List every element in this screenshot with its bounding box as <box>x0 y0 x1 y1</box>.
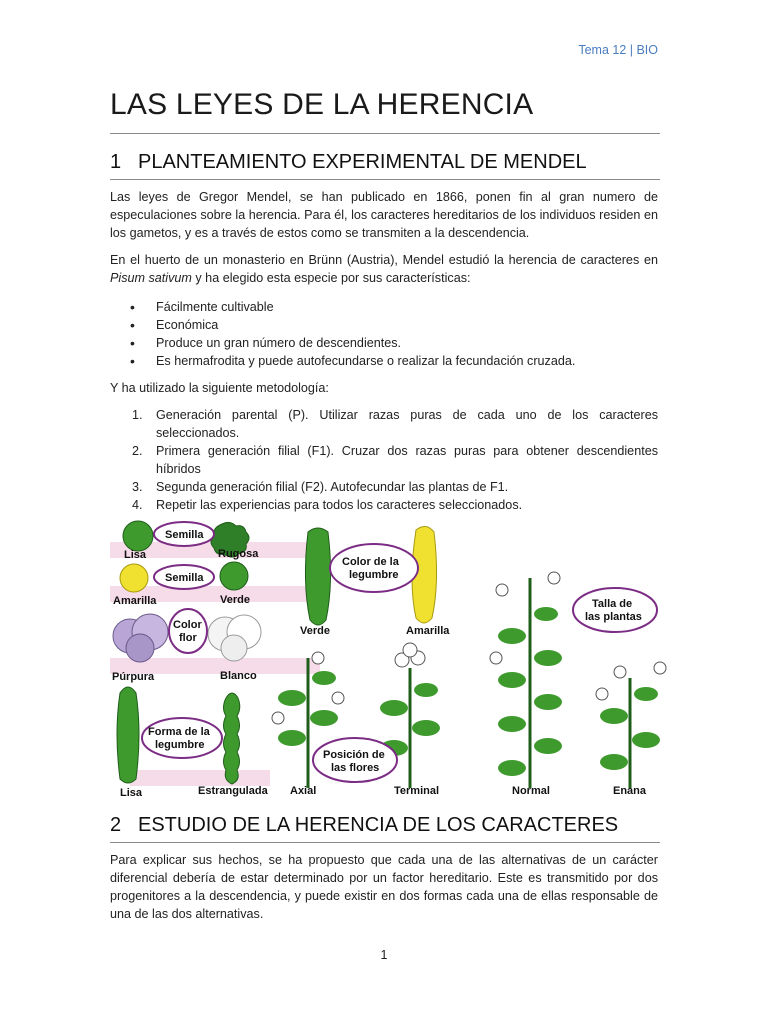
list-item: • Produce un gran número de descendientes. <box>110 334 658 352</box>
round-seed-icon <box>123 521 153 551</box>
label-verde-legumbre: Verde <box>300 625 330 637</box>
list-item: 2. Primera generación filial (F1). Cruzar dos razas puras para obtener descendientes híbridos <box>132 444 658 476</box>
bubble-text: las plantas <box>585 611 642 623</box>
methodology-list <box>110 406 658 514</box>
paragraph-2-start: En el huerto de un monasterio en Brünn (Austria), Mendel estudió la herencia de caracteres en <box>110 253 658 267</box>
running-header: Tema 12 | BIO <box>578 43 658 57</box>
label-axial: Axial <box>290 785 317 797</box>
list-item: • Fácilmente cultivable <box>110 298 658 316</box>
bubble-text: legumbre <box>155 739 205 751</box>
bubble-talla-plantas <box>573 588 657 632</box>
green-seed-icon <box>220 562 248 590</box>
label-purpura: Púrpura <box>112 671 155 683</box>
label-amarilla-legumbre: Amarilla <box>406 625 450 637</box>
section-2-heading <box>110 814 618 837</box>
section-1-title: PLANTEAMIENTO EXPERIMENTAL DE MENDEL <box>138 151 587 173</box>
mendel-characters-figure <box>110 518 685 800</box>
methodology-intro: Y ha utilizado la siguiente metodología: <box>110 381 329 395</box>
smooth-pod-icon <box>117 687 139 783</box>
bubble-text: Forma de la <box>148 726 210 738</box>
bubble-text: Posición de <box>323 749 385 761</box>
label-estrangulada: Estrangulada <box>198 785 268 797</box>
label-normal: Normal <box>512 785 550 797</box>
bubble-text: Talla de <box>592 598 633 610</box>
bubble-text: Color de la <box>342 556 399 568</box>
constricted-pod-icon <box>224 693 240 784</box>
bubble-text: Semilla <box>165 572 204 584</box>
list-item: 1. Generación parental (P). Utilizar razas puras de cada uno de los caracteres seleccionados. <box>132 408 658 440</box>
bubble-text: Semilla <box>165 529 204 541</box>
section-1-divider <box>110 179 660 180</box>
bubble-text: legumbre <box>349 569 399 581</box>
section-1-paragraph-1: Las leyes de Gregor Mendel, se han publicado en 1866, ponen fin al gran numero de especulaciones sobre la herencia. Para él, los caracteres hereditarios de los individuos residen en los gametos, y es a través de estos como se transmiten a la descendencia. <box>110 190 658 240</box>
list-item: 3. Segunda generación filial (F2). Autofecundar las plantas de F1. <box>132 480 509 494</box>
label-enana: Enana <box>613 785 647 797</box>
label-verde: Verde <box>220 594 250 606</box>
purple-flower-icon <box>113 614 168 662</box>
label-amarilla: Amarilla <box>113 595 157 607</box>
label-blanco: Blanco <box>220 670 257 682</box>
section-1-heading <box>110 151 587 174</box>
label-rugosa: Rugosa <box>218 548 259 560</box>
title-divider <box>110 133 660 134</box>
label-terminal: Terminal <box>394 785 440 797</box>
characteristics-list <box>110 298 658 370</box>
bubble-text: flor <box>179 632 197 644</box>
list-item: • Es hermafrodita y puede autofecundarse o realizar la fecundación cruzada. <box>110 352 658 370</box>
section-2-title: ESTUDIO DE LA HERENCIA DE LOS CARACTERES <box>138 814 619 836</box>
bubble-forma-legumbre <box>142 718 222 758</box>
yellow-seed-icon <box>120 564 148 592</box>
section-1-paragraph-2 <box>110 251 658 287</box>
dwarf-plant-icon <box>596 662 666 788</box>
list-item: 4. Repetir las experiencias para todos los caracteres seleccionados. <box>132 498 523 512</box>
label-lisa-legumbre: Lisa <box>120 787 143 799</box>
section-2-divider <box>110 842 660 843</box>
white-flower-icon <box>208 615 261 661</box>
bubble-text: las flores <box>331 762 380 774</box>
bubble-color-legumbre <box>330 544 418 592</box>
paragraph-2-end: y ha elegido esta especie por sus características: <box>191 271 471 285</box>
list-item: • Económica <box>110 316 658 334</box>
page-title: LAS LEYES DE LA HERENCIA <box>110 88 534 121</box>
tall-plant-icon <box>490 572 562 788</box>
bubble-text: Color <box>173 619 202 631</box>
section-1-number: 1 <box>110 151 122 173</box>
green-pod-icon <box>305 528 330 625</box>
bubble-color-flor <box>169 609 207 653</box>
section-2-paragraph: Para explicar sus hechos, se ha propuesto que cada una de las alternativas de un carácter diferencial debería de estar determinado por un factor hereditario. Este es transmitido por dos progenitores a la descendencia, y puede existir en dos formas cada una de ellas responsable de una de las dos alternativas. <box>110 853 658 921</box>
section-2-number: 2 <box>110 814 122 836</box>
label-lisa: Lisa <box>124 549 147 561</box>
pink-band <box>130 770 270 786</box>
page-number: 1 <box>380 948 388 962</box>
species-name: Pisum sativum <box>110 271 192 285</box>
